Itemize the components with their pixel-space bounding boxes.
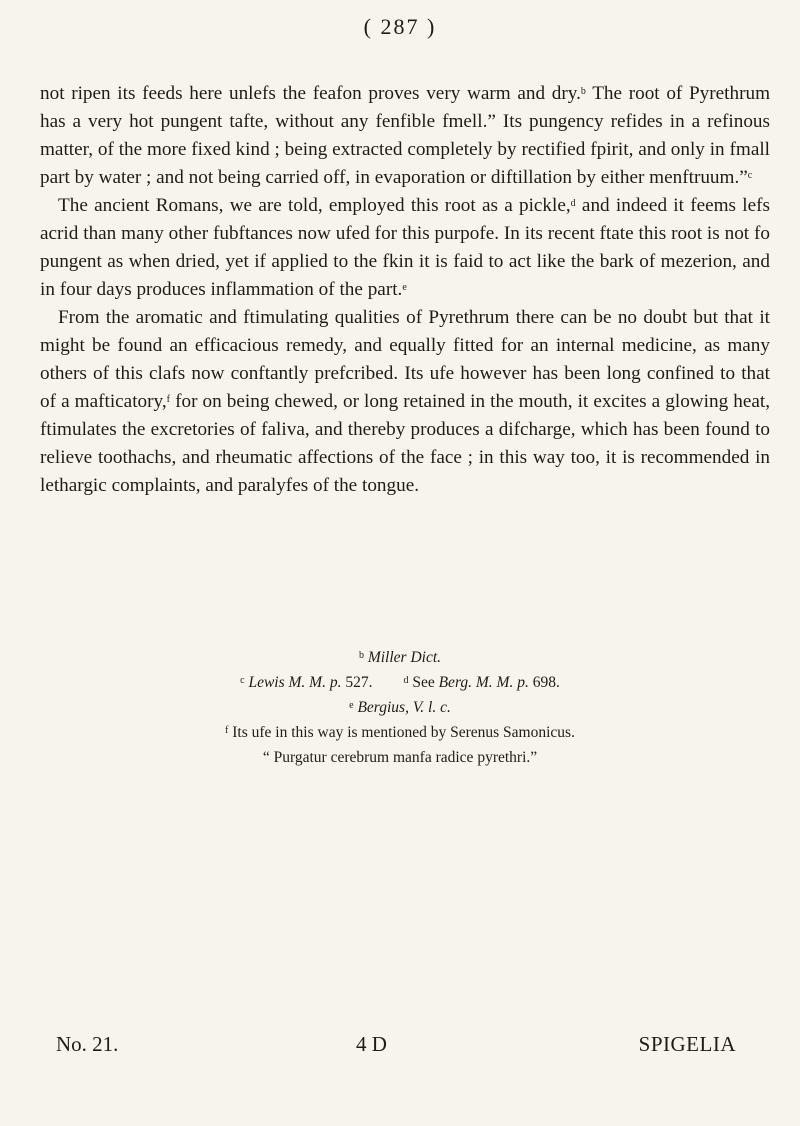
page-footer (56, 1032, 736, 1062)
paragraph (40, 80, 770, 192)
footnote-marker: e (402, 282, 407, 293)
footer-signature: 4 D (356, 1032, 387, 1056)
page-number: ( 287 ) (363, 14, 437, 39)
text-run: 527. (341, 674, 404, 691)
footnote (90, 720, 710, 745)
footnote (90, 670, 710, 695)
paragraph (40, 192, 770, 304)
text-run: 698. (528, 674, 560, 691)
footnote-marker: e (349, 700, 354, 711)
footnote-marker: b (358, 650, 364, 661)
text-run: The root of Pyrethrum has a very hot pungent tafte, without any fenfible fmell.” Its pungency refides in a refinous matter, of the more fixed kind ; being extracted completely by rectified fpirit, and only in fmall part by water ; and not being carried off, in evaporation or diftillation by either menftruum.” (40, 83, 770, 188)
footnote-marker: c (747, 170, 753, 181)
text-run: The ancient Romans, we are told, employed this root as a pickle, (58, 195, 571, 216)
footnote-marker: d (570, 198, 576, 209)
footnotes (90, 645, 710, 770)
italic-reference: Berg. M. M. p. (438, 674, 529, 691)
text-run: and indeed it feems lefs acrid than many other fubftances now ufed for this purpofe. In its recent ftate this root is not fo pungent as when dried, yet if applied to the fkin it is faid to act like the bark of mezerion, and in four days produces inflammation of the part. (40, 195, 770, 300)
footnote-marker: b (580, 86, 586, 97)
text-run: for on being chewed, or long retained in the mouth, it excites a glowing heat, ftimulates the excretories of faliva, and thereby produces a difcharge, which has been found to relieve toothachs, and rheumatic affections of the face ; in this way too, it is recommended in lethargic complaints, and paralyfes of the tongue. (40, 391, 770, 496)
italic-reference: Lewis M. M. p. (248, 674, 342, 691)
italic-reference: Miller Dict. (367, 649, 442, 666)
footnote-marker: f (166, 394, 170, 405)
body-text (40, 80, 770, 500)
italic-reference: Bergius, V. l. c. (357, 699, 451, 716)
footnote (90, 745, 710, 770)
footnote-marker: d (403, 675, 409, 686)
footer-catchword: SPIGELIA (638, 1032, 736, 1056)
footnote-marker: f (225, 725, 229, 736)
text-run: Its ufe in this way is mentioned by Serenus Samonicus. (228, 724, 575, 741)
footnote (90, 695, 710, 720)
footnote-marker: c (240, 675, 245, 686)
text-run: From the aromatic and ftimulating qualities of Pyrethrum there can be no doubt but that it might be found an efficacious remedy, and equally fitted for an internal medicine, as many others of this clafs now conftantly prefcribed. Its ufe however has been long confined to that of a mafticatory, (40, 307, 770, 412)
footer-number: No. 21. (56, 1032, 119, 1056)
footnote (90, 645, 710, 670)
paragraph (40, 304, 770, 500)
text-run: See (408, 674, 439, 691)
text-run: “ Purgatur cerebrum manfa radice pyrethri.” (262, 749, 538, 766)
text-run: not ripen its feeds here unlefs the feafon proves very warm and dry. (40, 83, 581, 104)
